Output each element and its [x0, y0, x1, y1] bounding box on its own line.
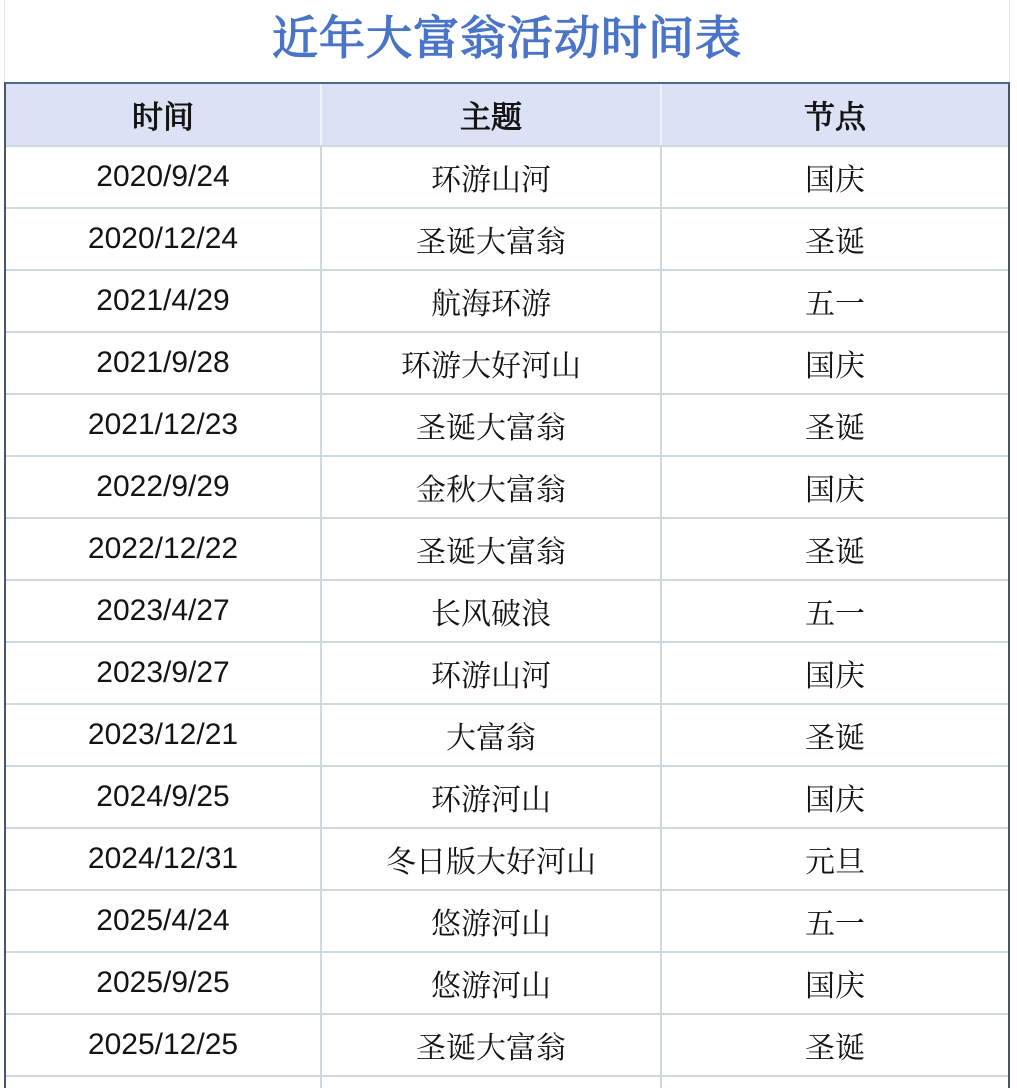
partial-cell — [6, 1077, 320, 1088]
table-header-row — [6, 84, 1008, 147]
cell-time: 2024/9/25 — [96, 780, 230, 813]
cell-time: 2025/12/25 — [87, 1028, 239, 1061]
cell-node: 圣诞 — [660, 1015, 1008, 1075]
cell-theme: 航海环游 — [320, 271, 660, 331]
cell-node: 五一 — [660, 271, 1008, 331]
schedule-table — [4, 82, 1010, 1088]
cell-theme: 圣诞大富翁 — [320, 209, 660, 269]
partial-cell — [320, 1077, 660, 1088]
cell-time: 2023/12/21 — [87, 718, 239, 751]
cell-node: 国庆 — [660, 643, 1008, 703]
cell-theme: 冬日版大好河山 — [320, 829, 660, 889]
cell-time: 2021/9/28 — [96, 346, 230, 379]
title-band — [4, 0, 1010, 82]
cell-theme: 金秋大富翁 — [320, 457, 660, 517]
cell-time: 2021/12/23 — [87, 408, 239, 441]
table-row — [6, 147, 1008, 209]
table-row — [6, 891, 1008, 953]
cell-theme: 环游山河 — [320, 643, 660, 703]
cell-time: 2023/4/27 — [96, 594, 230, 627]
cell-theme: 悠游河山 — [320, 891, 660, 951]
cell-node: 圣诞 — [660, 395, 1008, 455]
table-body — [6, 147, 1008, 1077]
cell-node: 圣诞 — [660, 705, 1008, 765]
partial-cell — [660, 1077, 1008, 1088]
cell-node: 国庆 — [660, 333, 1008, 393]
column-header-time: 时间 — [132, 100, 194, 135]
cell-time: 2025/4/24 — [96, 904, 230, 937]
table-row — [6, 829, 1008, 891]
cell-time: 2022/9/29 — [96, 470, 230, 503]
cell-node: 圣诞 — [660, 209, 1008, 269]
table-row — [6, 519, 1008, 581]
cell-time: 2020/9/24 — [96, 160, 230, 193]
cell-node: 五一 — [660, 891, 1008, 951]
cell-node: 国庆 — [660, 953, 1008, 1013]
table-row — [6, 271, 1008, 333]
table-row — [6, 395, 1008, 457]
cell-theme: 环游大好河山 — [320, 333, 660, 393]
table-row — [6, 767, 1008, 829]
schedule-sheet — [4, 0, 1010, 1086]
cell-node: 国庆 — [660, 147, 1008, 207]
cell-theme: 悠游河山 — [320, 953, 660, 1013]
cell-node: 圣诞 — [660, 519, 1008, 579]
table-row — [6, 581, 1008, 643]
cell-time: 2020/12/24 — [87, 222, 239, 255]
cell-node: 元旦 — [660, 829, 1008, 889]
table-row — [6, 209, 1008, 271]
cell-theme: 大富翁 — [320, 705, 660, 765]
cell-node: 国庆 — [660, 767, 1008, 827]
page-title: 近年大富翁活动时间表 — [272, 12, 742, 64]
table-row — [6, 333, 1008, 395]
partial-row-cutoff — [6, 1077, 1008, 1088]
cell-node: 国庆 — [660, 457, 1008, 517]
table-row — [6, 457, 1008, 519]
cell-time: 2021/4/29 — [96, 284, 230, 317]
cell-node: 五一 — [660, 581, 1008, 641]
cell-theme: 圣诞大富翁 — [320, 519, 660, 579]
cell-time: 2024/12/31 — [87, 842, 239, 875]
cell-theme: 长风破浪 — [320, 581, 660, 641]
cell-theme: 圣诞大富翁 — [320, 1015, 660, 1075]
table-row — [6, 953, 1008, 1015]
cell-theme: 环游山河 — [320, 147, 660, 207]
cell-time: 2022/12/22 — [87, 532, 239, 565]
cell-theme: 圣诞大富翁 — [320, 395, 660, 455]
column-header-node: 节点 — [660, 84, 1008, 145]
cell-theme: 环游河山 — [320, 767, 660, 827]
table-row — [6, 643, 1008, 705]
cell-time: 2025/9/25 — [96, 966, 230, 999]
table-row — [6, 705, 1008, 767]
table-row — [6, 1015, 1008, 1077]
column-header-theme: 主题 — [320, 84, 660, 145]
cell-time: 2023/9/27 — [96, 656, 230, 689]
